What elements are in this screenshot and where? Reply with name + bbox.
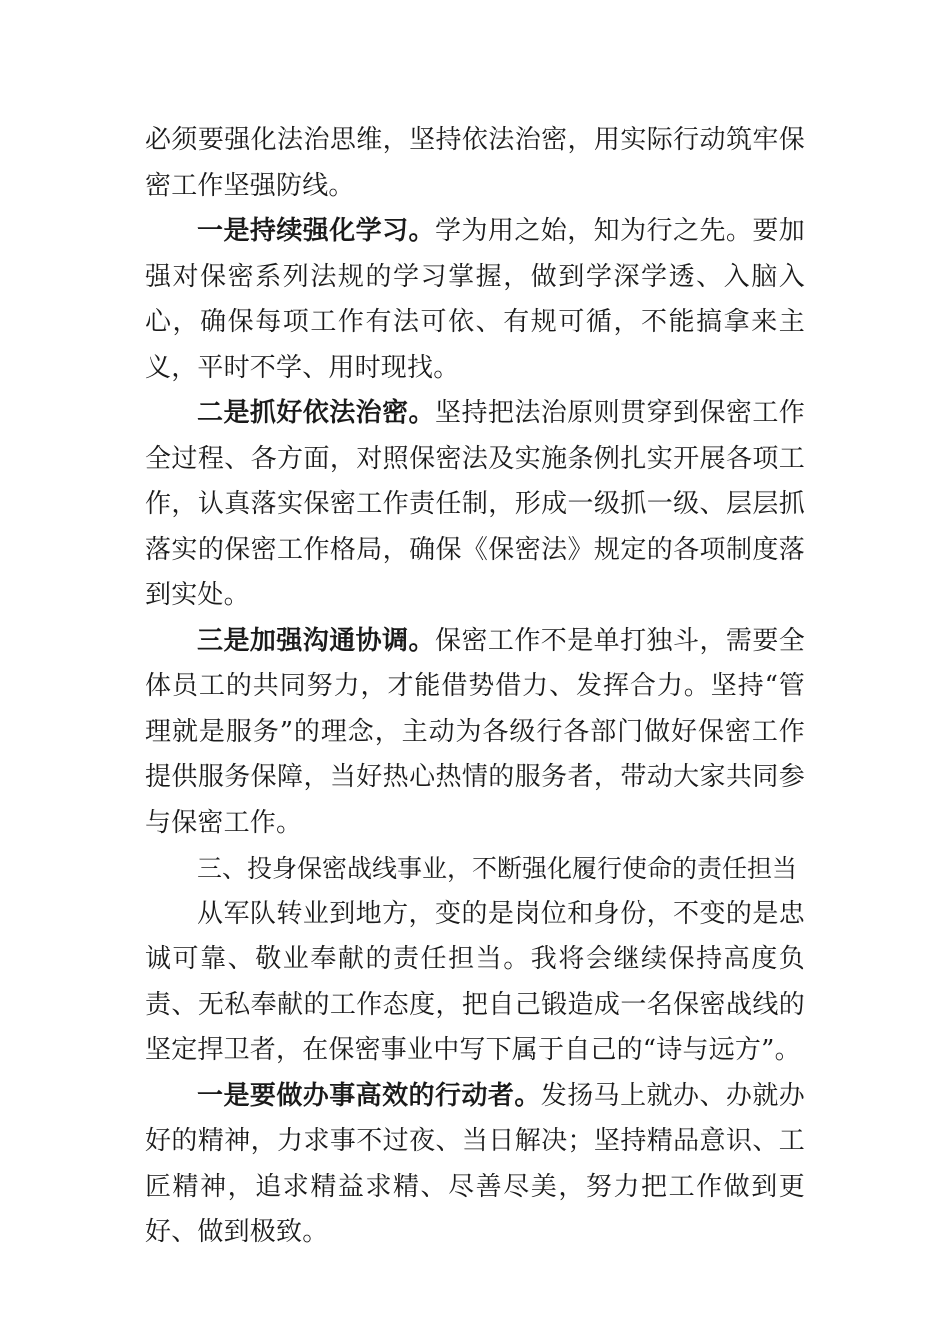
paragraph-heading: 三是加强沟通协调。 [197, 625, 435, 656]
paragraph-text: 坚持把法治原则贯穿到保密工作全过程、各方面，对照保密法及实施条例扎实开展各项工作，认真落实保密工作责任制，形成一级抓一级、层层抓落实的保密工作格局，确保《保密法》规定的各项制度落到实处。 [145, 398, 805, 610]
paragraph-heading: 二是抓好依法治密。 [197, 398, 435, 428]
document-body [145, 118, 805, 1256]
paragraph-study [145, 209, 805, 391]
paragraph-heading: 一是要做办事高效的行动者。 [197, 1080, 541, 1111]
paragraph-rule-of-law [145, 391, 805, 619]
paragraph-text: 发扬马上就办、办就办好的精神，力求事不过夜、当日解决；坚持精品意识、工匠精神，追求精益求精、尽善尽美，努力把工作做到更好、做到极致。 [145, 1080, 805, 1247]
paragraph-efficiency [145, 1074, 805, 1256]
paragraph-coordination [145, 619, 805, 847]
section-title: 三、投身保密战线事业，不断强化履行使命的责任担当 [197, 854, 798, 883]
paragraph-text: 必须要强化法治思维，坚持依法治密，用实际行动筑牢保密工作坚强防线。 [145, 125, 805, 201]
paragraph-commitment [145, 892, 805, 1074]
paragraph-heading: 一是持续强化学习。 [197, 216, 435, 246]
paragraph-text: 学为用之始，知为行之先。要加强对保密系列法规的学习掌握，做到学深学透、入脑入心，确保每项工作有法可依、有规可循，不能搞拿来主义，平时不学、用时现找。 [145, 216, 805, 383]
paragraph-text: 保密工作不是单打独斗，需要全体员工的共同努力，才能借势借力、发挥合力。坚持“管理就是服务”的理念，主动为各级行各部门做好保密工作提供服务保障，当好热心热情的服务者，带动大家共同参与保密工作。 [145, 625, 805, 838]
paragraph-text: 从军队转业到地方，变的是岗位和身份，不变的是忠诚可靠、敬业奉献的责任担当。我将会继续保持高度负责、无私奉献的工作态度，把自己锻造成一名保密战线的坚定捍卫者，在保密事业中写下属于自己的“诗与远方”。 [145, 898, 805, 1065]
paragraph-continuation [145, 118, 805, 209]
